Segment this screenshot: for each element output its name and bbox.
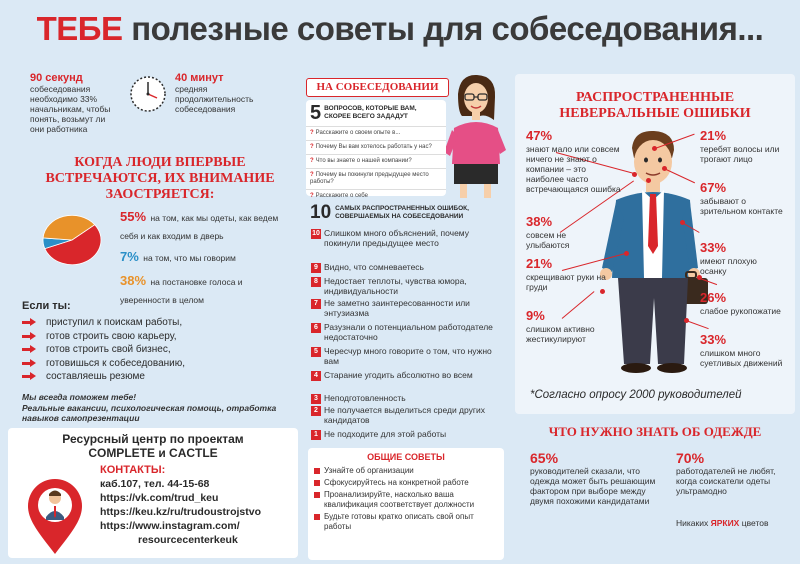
stat-40-minutes — [175, 72, 285, 114]
pie-pct-1: 55% — [120, 209, 147, 224]
arrow-right-icon — [22, 332, 36, 340]
stat-40-text: средняя продолжительность собеседования — [175, 84, 254, 114]
question-item: ? Расскажите о себе — [310, 193, 368, 199]
clothes-bright-note: Никаких ЯРКИХ цветов — [676, 518, 769, 528]
center-line-1: Ресурсный центр по проектам — [62, 432, 244, 446]
pie-text-1: на том, как мы одеты, как ведем себя и как входим в дверь — [120, 213, 279, 241]
mistake-item: 1 Не подходите для этой работы — [311, 429, 501, 440]
clothes-heading: ЧТО НУЖНО ЗНАТЬ ОБ ОДЕЖДЕ — [548, 424, 762, 439]
interview-heading-box — [306, 78, 449, 97]
help-block — [22, 392, 307, 424]
connector-dot — [632, 172, 637, 177]
businessman-pin-icon — [18, 472, 93, 557]
connector-dot — [662, 166, 667, 171]
questions-heading-row — [306, 100, 446, 127]
pie-pct-2: 7% — [120, 249, 139, 264]
clothes-left — [530, 450, 660, 506]
mistake-item: 7 Не заметно заинтересованности или энтузиазма — [311, 298, 501, 318]
general-item: Сфокусируйтесь на конкретной работе — [314, 478, 498, 488]
general-item: Будьте готовы кратко описать свой опыт работы — [314, 512, 498, 532]
pie-legend — [120, 208, 285, 308]
if-you-item: составляешь резюме — [22, 370, 292, 384]
nv-right-text-4: слабое рукопожатие — [700, 306, 781, 316]
clothes-left-pct: 65% — [530, 450, 559, 466]
contacts-info — [100, 463, 295, 547]
if-you-item: готов строить свой бизнес, — [22, 343, 292, 357]
nv-left-text-2: совсем не улыбаются — [526, 230, 570, 250]
questions-panel — [306, 100, 446, 199]
contacts-instagram-link[interactable]: https://www.instagram.com/ — [100, 520, 240, 532]
question-item: ? Расскажите о своем опыте в... — [306, 127, 446, 141]
clock-icon — [128, 74, 168, 114]
clothes-left-text: руководителей сказали, что одежда может быть решающим фактором при выборе между двумя похожими кандидатами — [530, 466, 656, 506]
mistake-item: 10 Слишком много объяснений, почему покинули предыдущее место — [312, 228, 469, 248]
mistakes-number: 10 — [310, 202, 332, 223]
nv-right-pct-5: 33% — [700, 332, 727, 347]
if-you-item: готов строить свою карьеру, — [22, 330, 292, 344]
nv-left-pct-1: 47% — [526, 128, 553, 143]
if-you-item: приступил к поискам работы, — [22, 316, 292, 330]
stat-90-text: собеседования необходимо 33% начальникам, чтобы понять, возьмут ли они работника — [30, 84, 111, 134]
arrow-right-icon — [22, 359, 36, 367]
stat-90-value: 90 секунд — [30, 72, 83, 84]
nv-right-pct-2: 67% — [700, 180, 727, 195]
mistakes-heading-row — [310, 203, 500, 222]
questions-heading: ВОПРОСОВ, КОТОРЫЕ ВАМ, СКОРЕЕ ВСЕГО ЗАДАДУТ — [324, 105, 417, 120]
mistake-item: 4 Старание угодить абсолютно во всем — [311, 370, 501, 381]
nv-right-pct-4: 26% — [700, 290, 727, 305]
pie-legend-item-1 — [120, 208, 285, 244]
nv-left-pct-3: 21% — [526, 256, 553, 271]
title-accent: ТЕБЕ — [36, 10, 123, 47]
mistake-item: 6 Разузнали о потенциальном работодателе недостаточно — [311, 322, 501, 342]
if-you-list — [22, 316, 292, 384]
page-title — [0, 10, 800, 48]
if-you-item: готовишься к собеседованию, — [22, 357, 292, 371]
mistake-item: 5 Чересчур много говорите о том, что нужно вам — [311, 346, 501, 366]
connector-dot — [680, 220, 685, 225]
attention-pie-chart — [35, 208, 110, 273]
question-item: ? Что вы знаете о нашей компании? — [306, 155, 446, 169]
clothes-right-pct: 70% — [676, 450, 705, 466]
mistakes-heading: САМЫХ РАСПРОСТРАНЕННЫХ ОШИБОК, СОВЕРШАЕМЫХ НА СОБЕСЕДОВАНИИ — [335, 204, 469, 220]
nv-right-pct-1: 21% — [700, 128, 727, 143]
connector-dot — [652, 146, 657, 151]
general-tips-panel — [308, 448, 504, 560]
pie-legend-item-2 — [120, 248, 285, 266]
nv-right-text-1: теребят волосы или трогают лицо — [700, 144, 780, 164]
contacts-label: КОНТАКТЫ: — [100, 464, 166, 476]
general-heading: ОБЩИЕ СОВЕТЫ — [367, 452, 445, 462]
nv-right-text-5: слишком много суетливых движений — [700, 348, 783, 368]
interview-heading: НА СОБЕСЕДОВАНИИ — [316, 81, 439, 93]
nonverbal-footnote: *Согласно опросу 2000 руководителей — [530, 389, 742, 401]
connector-dot — [624, 251, 629, 256]
mistake-item: 8 Недостает теплоты, чувства юмора, индивидуальности — [311, 276, 501, 296]
questions-number: 5 — [310, 102, 322, 124]
general-item: Узнайте об организации — [314, 466, 498, 476]
nv-left-pct-4: 9% — [526, 308, 545, 323]
help-line-1: Мы всегда поможем тебе! — [22, 392, 137, 402]
pie-pct-3: 38% — [120, 273, 147, 288]
center-line-2: COMPLETE и CACTLE — [88, 446, 218, 460]
nonverbal-heading: РАСПРОСТРАНЕННЫЕ НЕВЕРБАЛЬНЫЕ ОШИБКИ — [559, 90, 751, 121]
first-meet-heading: КОГДА ЛЮДИ ВПЕРВЫЕ ВСТРЕЧАЮТСЯ, ИХ ВНИМАНИЕ ЗАОСТРЯЕТСЯ: — [45, 155, 275, 202]
mistake-item: 2 Не получается выделиться среди других кандидатов — [311, 405, 501, 425]
contacts-site-link[interactable]: https://keu.kz/ru/trudoustrojstvo — [100, 506, 262, 518]
clothes-right — [676, 450, 791, 496]
nv-right-pct-3: 33% — [700, 240, 727, 255]
nv-left-text-3: скрещивают руки на груди — [526, 272, 606, 292]
connector-dot — [646, 178, 651, 183]
general-item: Проанализируйте, насколько ваша квалификация соответствует должности — [314, 490, 498, 510]
question-item: ? Почему вы покинули предыдущее место работы? — [306, 169, 446, 190]
nv-left-pct-2: 38% — [526, 214, 553, 229]
nv-left-text-1: знают мало или совсем ничего не знают о компании – это наиболее часто встречающаяся ошибка — [526, 144, 621, 194]
contacts-vk-link[interactable]: https://vk.com/trud_keu — [100, 492, 219, 504]
pie-legend-item-3 — [120, 272, 285, 308]
pie-text-3: на постановке голоса и уверенности в целом — [120, 277, 243, 305]
arrow-right-icon — [22, 318, 36, 326]
nv-left-text-4: слишком активно жестикулируют — [526, 324, 595, 344]
arrow-right-icon — [22, 372, 36, 380]
question-item: ? Почему Вы вам хотелось работать у нас? — [306, 141, 446, 155]
stat-40-value: 40 минут — [175, 72, 224, 84]
help-line-2: Реальные вакансии, психологическая помощь, отработка навыков самопрезентации — [22, 402, 277, 423]
mistake-item: 9 Видно, что сомневаетесь — [311, 262, 501, 273]
clothes-right-text: работодателей не любят, когда соискатели одеты ультрамодно — [676, 466, 776, 496]
mistake-item: 3 Неподготовленность — [311, 393, 501, 404]
nv-right-text-2: забывают о зрительном контакте — [700, 196, 783, 216]
pie-text-2: на том, что мы говорим — [143, 253, 236, 263]
title-rest: полезные советы для собеседования... — [122, 10, 764, 47]
woman-illustration-icon — [440, 72, 510, 200]
contacts-phone: каб.107, тел. 44-15-68 — [100, 478, 210, 490]
stat-90-seconds — [30, 72, 120, 134]
nv-right-text-3: имеют плохую осанку — [700, 256, 757, 276]
contacts-instagram-link-2[interactable]: resourcecenterkeuk — [138, 534, 238, 546]
connector-dot — [684, 318, 689, 323]
arrow-right-icon — [22, 345, 36, 353]
if-you-heading: Если ты: — [22, 300, 71, 312]
